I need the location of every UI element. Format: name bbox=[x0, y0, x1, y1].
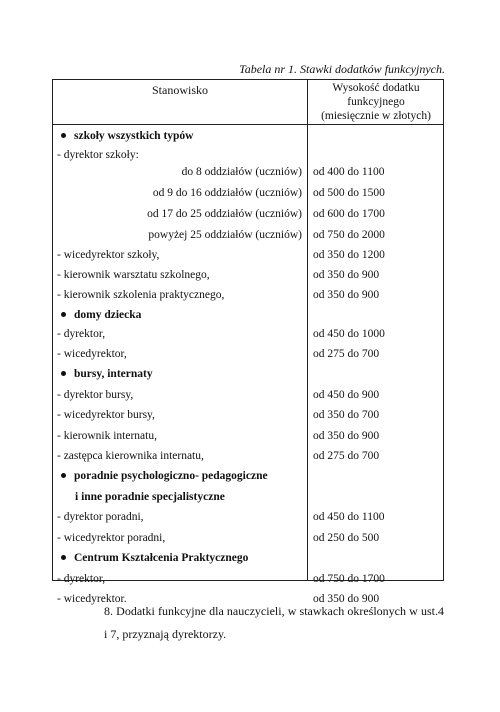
bullet-icon bbox=[61, 371, 66, 376]
table-row bbox=[53, 163, 445, 181]
position-name: domy dziecka bbox=[57, 306, 141, 324]
table-row bbox=[53, 266, 445, 284]
amount-value: od 350 do 900 bbox=[313, 593, 380, 605]
position-name: - kierownik internatu, bbox=[57, 430, 157, 442]
amount-value: od 450 do 1000 bbox=[313, 328, 385, 340]
position-name: powyżej 25 oddziałów (uczniów) bbox=[148, 229, 302, 241]
table-row bbox=[53, 508, 445, 526]
amount-value: od 275 do 700 bbox=[313, 348, 380, 360]
position-name: - dyrektor bursy, bbox=[57, 389, 134, 401]
table-row bbox=[53, 286, 445, 304]
table-row bbox=[53, 570, 445, 588]
bullet-icon bbox=[61, 473, 66, 478]
table-row bbox=[53, 365, 445, 383]
table-row bbox=[53, 406, 445, 424]
table-row bbox=[53, 306, 445, 324]
table-row bbox=[53, 146, 445, 164]
column-header-amount-line: (miesięcznie w złotych) bbox=[321, 110, 431, 122]
column-header-amount-line: funkcyjnego bbox=[347, 96, 405, 108]
table-row bbox=[53, 467, 445, 485]
position-name: szkoły wszystkich typów bbox=[57, 127, 193, 145]
position-name: - wicedyrektor, bbox=[57, 348, 127, 360]
amount-value: od 350 do 1200 bbox=[313, 249, 385, 261]
table-row bbox=[53, 246, 445, 264]
amount-value: od 450 do 900 bbox=[313, 389, 380, 401]
allowance-table bbox=[52, 79, 444, 605]
table-row bbox=[53, 386, 445, 404]
position-name: - wicedyrektor poradni, bbox=[57, 532, 166, 544]
amount-value: od 350 do 900 bbox=[313, 430, 380, 442]
amount-value: od 500 do 1500 bbox=[313, 187, 385, 199]
table-row bbox=[53, 529, 445, 547]
table-row bbox=[53, 488, 445, 506]
header-divider bbox=[53, 124, 443, 125]
position-name: - wicedyrektor. bbox=[57, 593, 127, 605]
position-name: do 8 oddziałów (uczniów) bbox=[181, 166, 302, 178]
position-name: - wicedyrektor szkoły, bbox=[57, 249, 160, 261]
bullet-icon bbox=[61, 555, 66, 560]
position-name: od 17 do 25 oddziałów (uczniów) bbox=[147, 208, 302, 220]
table-row bbox=[53, 205, 445, 223]
table-row bbox=[53, 226, 445, 244]
table-row bbox=[53, 427, 445, 445]
position-name: - kierownik szkolenia praktycznego, bbox=[57, 289, 225, 301]
position-name: - kierownik warsztatu szkolnego, bbox=[57, 269, 210, 281]
table-row bbox=[53, 447, 445, 465]
position-name: - dyrektor poradni, bbox=[57, 511, 144, 523]
position-name: od 9 do 16 oddziałów (uczniów) bbox=[152, 187, 302, 199]
table-caption: Tabela nr 1. Stawki dodatków funkcyjnych. bbox=[239, 62, 445, 76]
bullet-icon bbox=[61, 133, 66, 138]
table-row bbox=[53, 345, 445, 363]
table-row bbox=[53, 127, 445, 145]
position-name: - dyrektor szkoły: bbox=[57, 149, 139, 161]
column-header-amount-line: Wysokość dodatku bbox=[332, 82, 420, 94]
column-header-amount bbox=[307, 81, 445, 123]
amount-value: od 350 do 700 bbox=[313, 409, 380, 421]
position-name: - dyrektor, bbox=[57, 328, 106, 340]
table-row bbox=[53, 325, 445, 343]
amount-value: od 250 do 500 bbox=[313, 532, 380, 544]
amount-value: od 400 do 1100 bbox=[313, 166, 385, 178]
amount-value: od 750 do 2000 bbox=[313, 229, 385, 241]
amount-value: od 600 do 1700 bbox=[313, 208, 385, 220]
position-name: poradnie psychologiczno- pedagogiczne bbox=[57, 467, 268, 485]
position-name: - dyrektor, bbox=[57, 573, 106, 585]
position-name: bursy, internaty bbox=[57, 365, 153, 383]
table-row bbox=[53, 184, 445, 202]
position-name: - wicedyrektor bursy, bbox=[57, 409, 155, 421]
column-header-position: Stanowisko bbox=[151, 83, 208, 97]
table-row bbox=[53, 549, 445, 567]
position-name: i inne poradnie specjalistyczne bbox=[75, 491, 225, 503]
paragraph-8: 8. Dodatki funkcyjne dla nauczycieli, w stawkach określonych w ust.4 i 7, przyznają dyrektorzy. bbox=[104, 604, 444, 641]
amount-value: od 350 do 900 bbox=[313, 269, 380, 281]
amount-value: od 275 do 700 bbox=[313, 450, 380, 462]
position-name: Centrum Kształcenia Praktycznego bbox=[57, 549, 248, 567]
amount-value: od 750 do 1700 bbox=[313, 573, 385, 585]
bullet-icon bbox=[61, 312, 66, 317]
amount-value: od 450 do 1100 bbox=[313, 511, 385, 523]
amount-value: od 350 do 900 bbox=[313, 289, 380, 301]
position-name: - zastępca kierownika internatu, bbox=[57, 450, 204, 462]
